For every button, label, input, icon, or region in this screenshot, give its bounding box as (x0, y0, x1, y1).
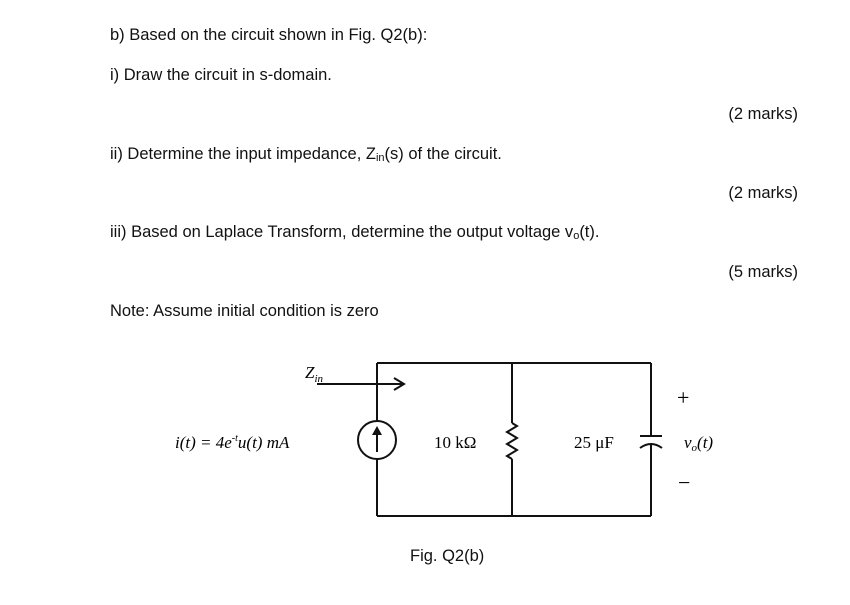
marks-part-iii: (5 marks) (728, 263, 798, 281)
part-ii-text: ii) Determine the input impedance, Z (110, 145, 376, 163)
part-ii-text-end: (s) of the circuit. (384, 145, 502, 163)
resistor-label: 10 kΩ (434, 433, 477, 452)
part-iii-subscript: o (573, 230, 580, 242)
marks-part-ii: (2 marks) (728, 184, 798, 202)
vo-label: vo(t) (684, 433, 714, 454)
marks-part-i: (2 marks) (728, 105, 798, 123)
minus-sign: − (678, 470, 691, 495)
question-part-i: i) Draw the circuit in s-domain. (110, 66, 332, 84)
zin-label: $Z_{in}$ (305, 363, 324, 385)
part-ii-subscript: in (375, 152, 385, 164)
plus-sign: + (677, 385, 690, 410)
question-part-b: b) Based on the circuit shown in Fig. Q2(b): (110, 26, 428, 44)
note-text: Note: Assume initial condition is zero (110, 302, 379, 320)
figure-caption: Fig. Q2(b) (410, 547, 485, 565)
part-iii-text-end: (t). (579, 223, 600, 241)
capacitor-label: 25 μF (574, 433, 614, 452)
source-label: $i(t) = 4e^{-t}u(t)$ mA (175, 433, 290, 452)
current-source-arrow-head (372, 426, 382, 435)
resistor (507, 423, 517, 459)
part-iii-text: iii) Based on Laplace Transform, determine the output voltage v (110, 223, 574, 241)
